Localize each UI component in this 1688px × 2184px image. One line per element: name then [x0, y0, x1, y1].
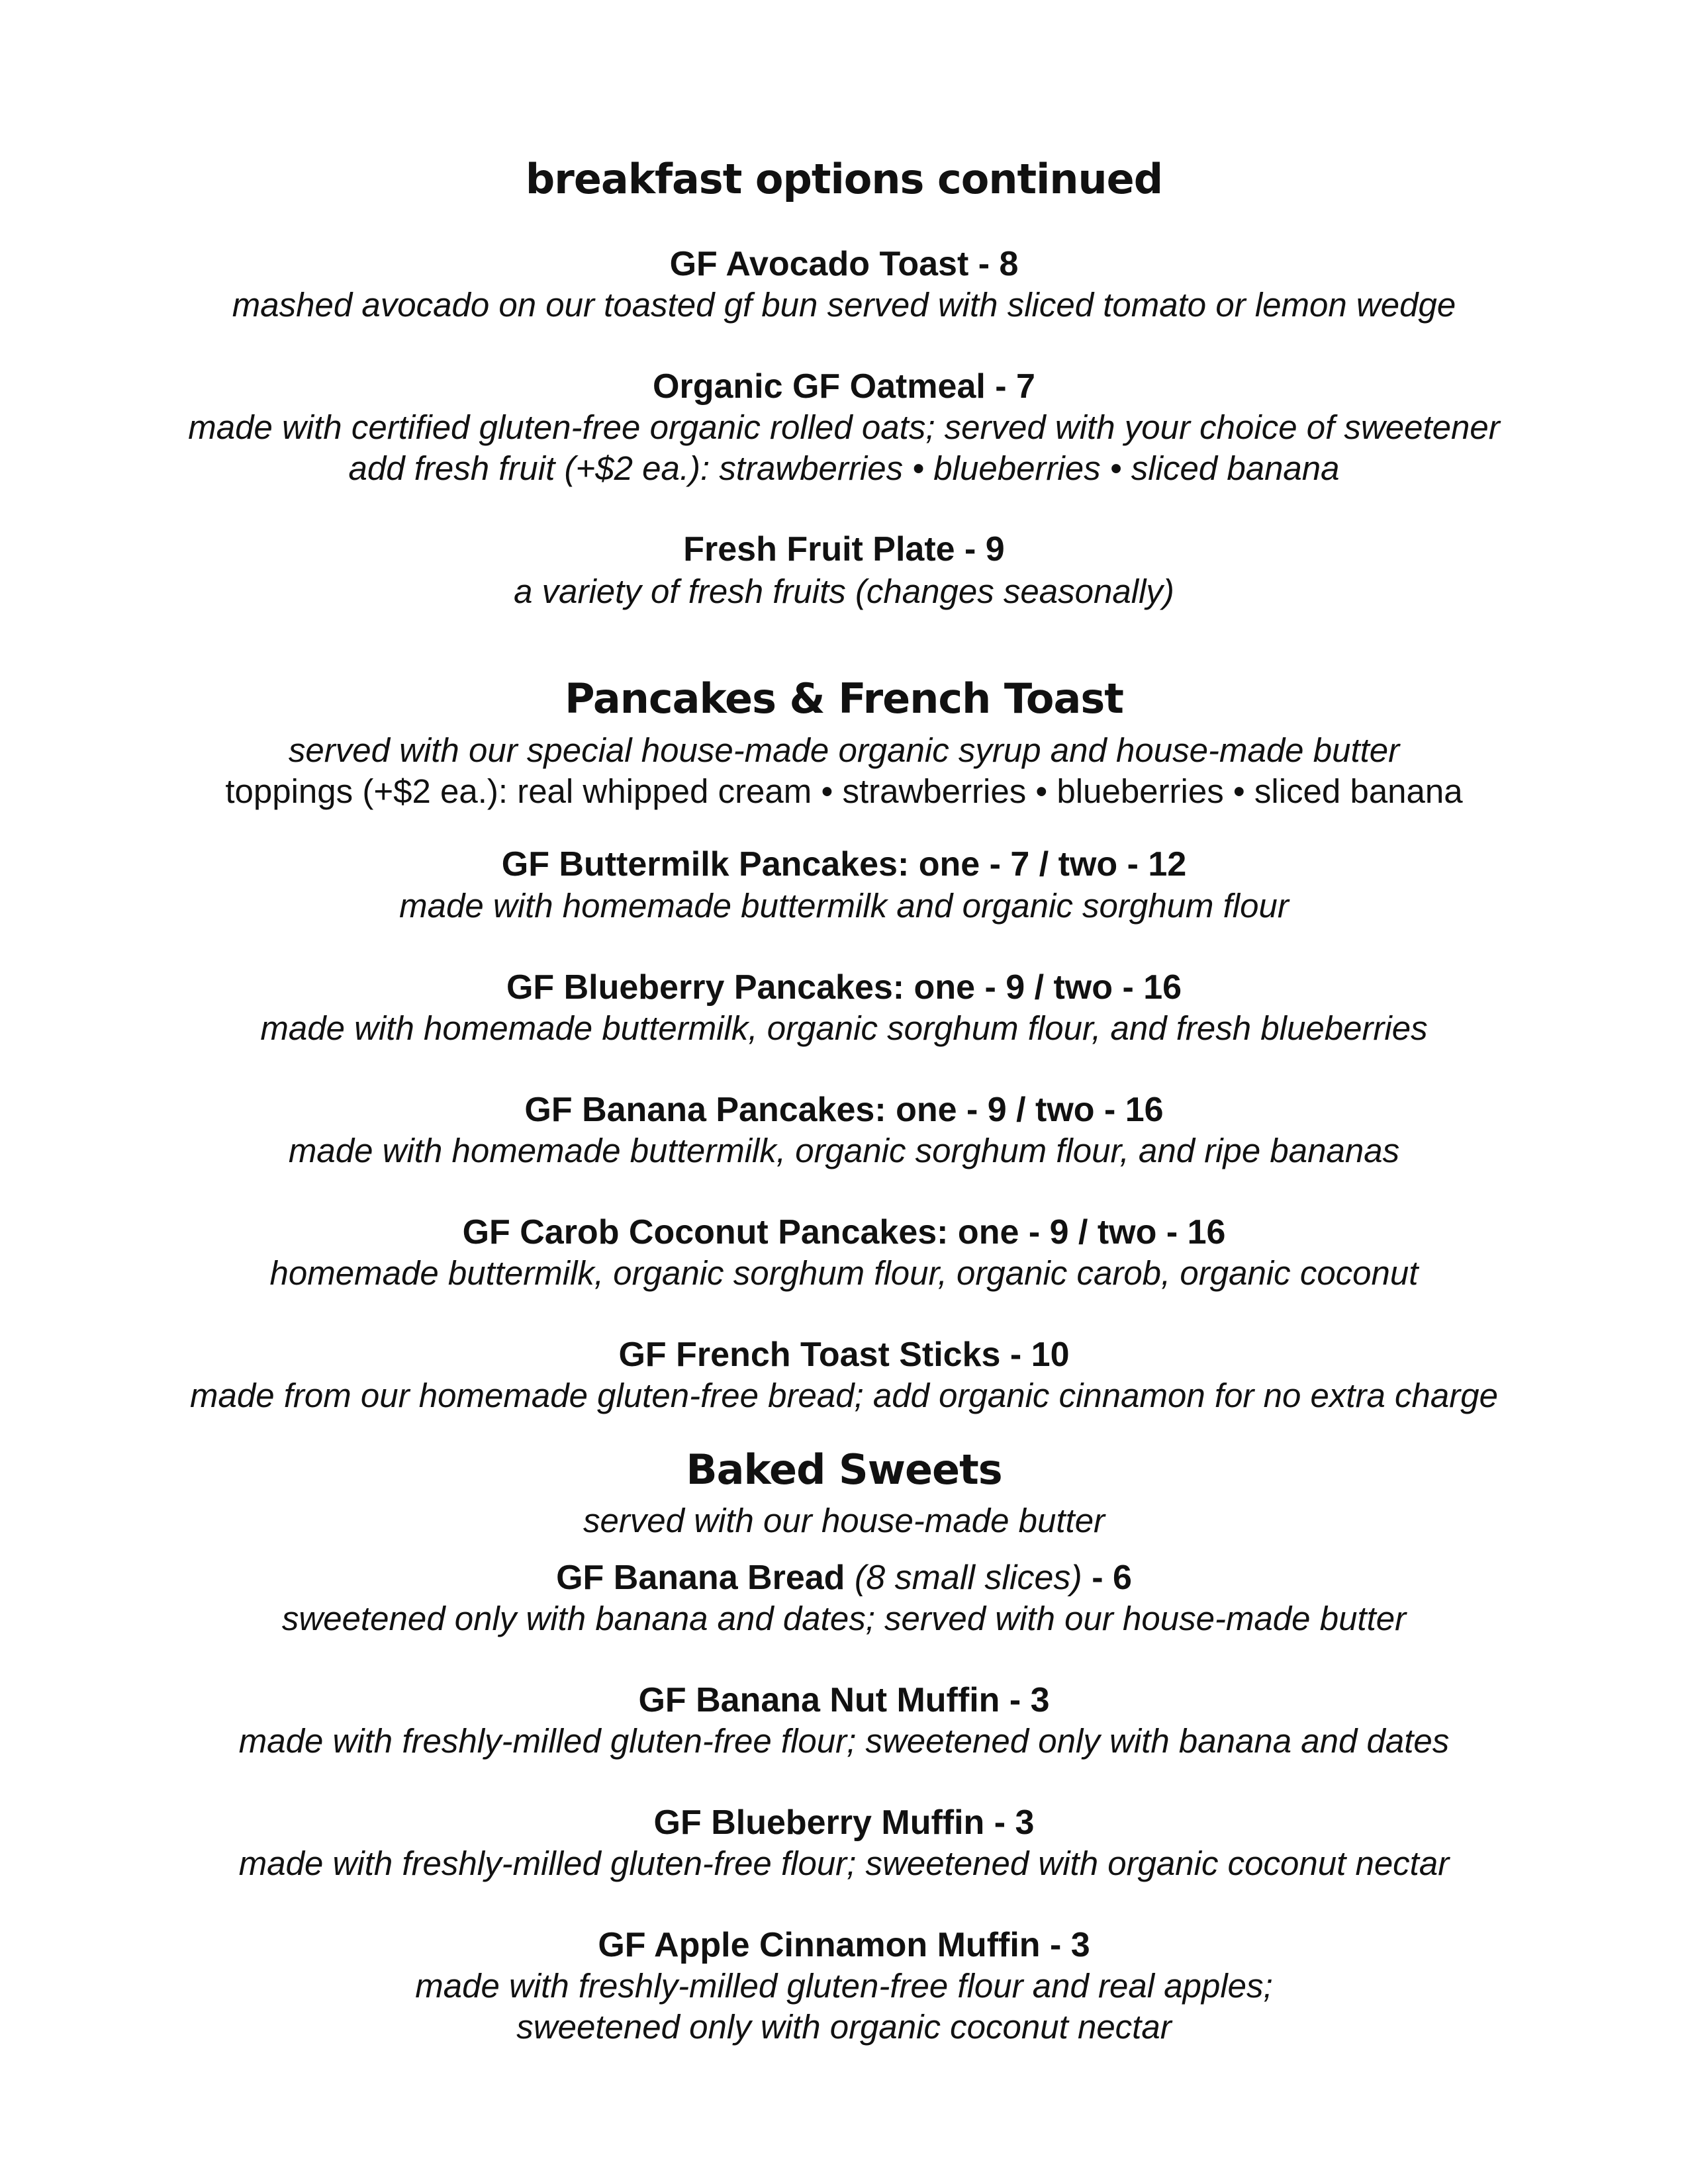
item-description-buttermilk-pancakes: made with homemade buttermilk and organic sorghum flour — [399, 887, 1289, 925]
item-title-fruit-plate: Fresh Fruit Plate - 9 — [683, 530, 1005, 569]
item-title-blueberry-pancakes: GF Blueberry Pancakes: one - 9 / two - 16 — [506, 968, 1182, 1007]
item-description-carob-coconut-pancakes: homemade buttermilk, organic sorghum flour, organic carob, organic coconut — [269, 1254, 1419, 1292]
item-description-banana-bread: sweetened only with banana and dates; served with our house-made butter — [281, 1600, 1407, 1637]
section-heading-baked-sweets: Baked Sweets — [686, 1445, 1002, 1494]
section-toppings-pancakes: toppings (+$2 ea.): real whipped cream • strawberries • blueberries • sliced banana — [225, 772, 1463, 810]
item-description-apple-cinnamon-muffin: made with freshly-milled gluten-free flour and real apples; — [415, 1967, 1273, 2005]
item-title-apple-cinnamon-muffin: GF Apple Cinnamon Muffin - 3 — [598, 1926, 1090, 1964]
section-subtitle-pancakes: served with our special house-made organic syrup and house-made butter — [288, 731, 1400, 769]
item-description-banana-pancakes: made with homemade buttermilk, organic sorghum flour, and ripe bananas — [288, 1132, 1400, 1169]
item-title-carob-coconut-pancakes: GF Carob Coconut Pancakes: one - 9 / two - 16 — [462, 1213, 1226, 1251]
item-addon-oatmeal: add fresh fruit (+$2 ea.): strawberries • blueberries • sliced banana — [348, 449, 1340, 487]
banana-bread-price: - 6 — [1092, 1559, 1132, 1597]
item-title-blueberry-muffin: GF Blueberry Muffin - 3 — [653, 1803, 1035, 1842]
item-title-banana-nut-muffin: GF Banana Nut Muffin - 3 — [638, 1681, 1050, 1719]
banana-bread-note: (8 small slices) — [854, 1559, 1082, 1597]
item-title-avocado-toast: GF Avocado Toast - 8 — [669, 245, 1019, 283]
item-description-fruit-plate: a variety of fresh fruits (changes seasonally) — [514, 572, 1174, 610]
item-description-banana-nut-muffin: made with freshly-milled gluten-free flour; sweetened only with banana and dates — [238, 1722, 1450, 1760]
section-subtitle-baked-sweets: served with our house-made butter — [583, 1502, 1105, 1539]
section-heading-pancakes: Pancakes & French Toast — [565, 674, 1123, 723]
banana-bread-name: GF Banana Bread — [556, 1559, 845, 1597]
item-description-avocado-toast: mashed avocado on our toasted gf bun served with sliced tomato or lemon wedge — [232, 286, 1456, 324]
item-title-french-toast-sticks: GF French Toast Sticks - 10 — [618, 1336, 1070, 1374]
item-description-blueberry-muffin: made with freshly-milled gluten-free flour; sweetened with organic coconut nectar — [238, 1844, 1450, 1882]
item-title-buttermilk-pancakes: GF Buttermilk Pancakes: one - 7 / two - 12 — [501, 845, 1187, 884]
item-title-banana-bread — [0, 1561, 1688, 1595]
section-heading-breakfast: breakfast options continued — [525, 155, 1163, 203]
item-description-french-toast-sticks: made from our homemade gluten-free bread; add organic cinnamon for no extra charge — [190, 1377, 1498, 1414]
item-description-blueberry-pancakes: made with homemade buttermilk, organic sorghum flour, and fresh blueberries — [260, 1009, 1428, 1047]
item-description-oatmeal: made with certified gluten-free organic rolled oats; served with your choice of sweetener — [188, 408, 1500, 446]
item-title-banana-pancakes: GF Banana Pancakes: one - 9 / two - 16 — [524, 1091, 1164, 1129]
item-title-oatmeal: Organic GF Oatmeal - 7 — [653, 367, 1035, 406]
item-description-apple-cinnamon-muffin-line2: sweetened only with organic coconut nectar — [516, 2008, 1172, 2046]
